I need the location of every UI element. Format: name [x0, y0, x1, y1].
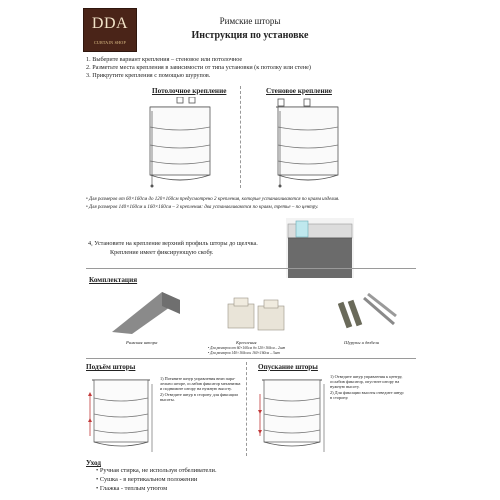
kit-screws-image — [338, 290, 400, 336]
size-note-1: • Для размеров от 60×160см до 120×160см предусмотрено 2 крепления, которые устанавливаются по краям изделия. — [86, 197, 340, 202]
lower-line-3: нужную высоту. — [330, 384, 360, 390]
mount-divider — [240, 86, 241, 188]
section-divider-kit-top — [86, 268, 416, 269]
kit-bracket-caption: Крепления — [236, 340, 257, 345]
raise-line-4: 2) Отведите шнур в сторону для фиксации — [160, 391, 238, 397]
lower-line-5: в сторону. — [330, 394, 349, 400]
lower-instructions — [330, 374, 404, 400]
raise-lower-divider — [246, 362, 247, 456]
logo-brand: DDA — [91, 15, 129, 32]
lower-title: Опускание шторы — [258, 363, 318, 371]
document-title: Римские шторы — [219, 16, 281, 26]
kit-bracket-image — [226, 296, 288, 336]
document-subtitle: Инструкция по установке — [191, 30, 309, 41]
step-2: 2. Разметьте места крепления в зависимости от типа установки (к потолку или стене) — [86, 64, 311, 71]
care-item-2: • Сушка - в вертикальном положении — [96, 476, 198, 483]
kit-blind-caption: Римская штора — [126, 340, 158, 345]
raise-blind-illustration — [86, 376, 156, 456]
wall-mount-illustration — [268, 97, 353, 189]
care-title: Уход — [86, 459, 102, 467]
lower-blind-illustration — [256, 376, 328, 456]
kit-bracket-note-2: • Для размеров 140×160см и 160×160см – 3шт — [208, 351, 280, 355]
size-note-2: • Для размеров 140×160см и 160×160см – 3 крепления: два устанавливаются по краям, третье – по центру. — [86, 205, 319, 210]
kit-bracket-note-1: • Для размеров от 60×160см до 120×160см – 2шт — [208, 346, 286, 350]
profile-bracket-photo — [286, 218, 354, 278]
raise-instructions — [160, 376, 240, 402]
lower-line-4: 2) Для фиксации высоты отведите шнур — [330, 389, 404, 395]
care-item-3: • Глажка - теплым утюгом — [96, 485, 168, 492]
lower-line-2: ослабив фиксатор, опустите штору на — [330, 379, 400, 385]
raise-title: Подъём шторы — [86, 363, 136, 371]
ceiling-mount-illustration — [140, 97, 225, 189]
logo-tagline: CURTAIN SHOP — [93, 40, 127, 45]
kit-screws-caption: Шурупы и дюбели — [344, 340, 380, 345]
kit-title: Комплектация — [89, 276, 138, 284]
ceiling-mount-label: Потолочное крепление — [152, 87, 227, 95]
wall-mount-label: Стеновое крепление — [266, 87, 332, 95]
kit-roman-blind-image — [112, 292, 180, 334]
care-item-1: • Ручная стирка, не используя отбеливатели. — [96, 467, 217, 474]
section-divider-kit-bottom — [86, 358, 416, 359]
raise-line-5: высоты. — [160, 396, 175, 402]
step-4-note: Крепление имеет фиксирующую скобу. — [110, 249, 214, 256]
raise-line-3: и поднимите штору на нужную высоту. — [160, 386, 232, 392]
raise-line-1: 1) Потяните шнур управления вниз пара- — [160, 376, 236, 381]
lower-line-1: 1) Отведите шнур управления к центру, — [330, 374, 403, 379]
step-3: 3. Прикрутите крепления с помощью шурупов. — [86, 72, 211, 79]
raise-line-2: лельно шторе, ослабив фиксатор механизма — [160, 381, 241, 387]
step-4: 4, Установите на крепление верхний профиль шторы до щелчка. — [88, 240, 258, 247]
step-1: 1. Выберите вариант крепления – стеновое или потолочное — [86, 56, 243, 63]
